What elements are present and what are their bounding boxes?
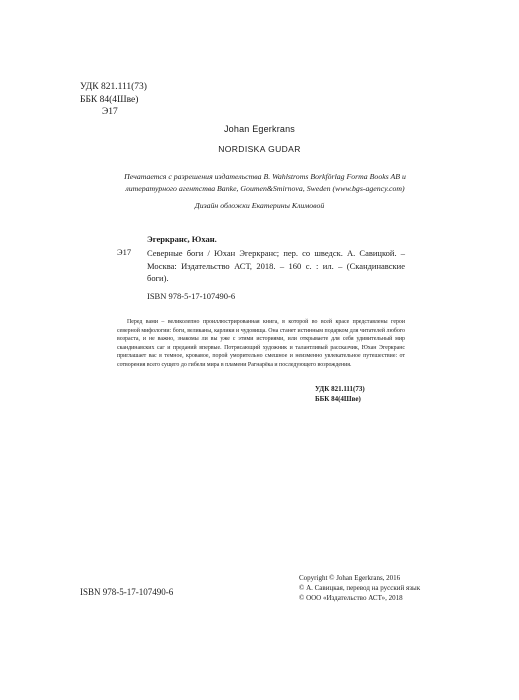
bottom-classification-codes [315,384,365,404]
copyright-line-1: Copyright © Johan Egerkrans, 2016 [299,574,401,582]
cover-design-credit: Дизайн обложки Екатерины Климовой [194,201,325,210]
author-mark: Э17 [102,107,118,117]
bottom-udk-code: УДК 821.111(73) [315,385,365,393]
catalog-description: Северные боги / Юхан Эгеркранс; пер. со шведск. А. Савицкой. – Москва: Издательство АСТ, 2018. – 160 с. : ил. – (Скандинавские боги). [147,248,405,283]
catalog-isbn: ISBN 978-5-17-107490-6 [147,291,236,301]
bottom-bbk-code: ББК 84(4Шве) [315,395,361,403]
copyright-line-2: © А. Савицкая, перевод на русский язык [299,584,421,592]
udk-code: УДК 821.111(73) [80,82,147,92]
isbn-bottom: ISBN 978-5-17-107490-6 [80,587,174,597]
original-author: Johan Egerkrans [223,124,296,134]
book-annotation: Перед вами – великолепно проиллюстрированная книга, в которой во всей красе представлены герои северной мифологии: боги, великаны, карлики и чудовища. Она станет истинным подарком для читателей любого возраста, и не важно, знакомы ли вы уже с этими историями, или открываете для себя удивительный мир скандинавских саг и преданий впервые. Потрясающий художник и талантливый рассказчик, Юхан Эгеркранс приглашает вас в темное, кровавое, порой уморительно смешное и неизменно увлекательное путешествие: от сотворения всего сущего до гибели мира в пламени Рагнарёка и последующего возрождения. [117,319,405,368]
catalog-author-heading: Эгеркранс, Юхан. [147,234,217,244]
original-title: NORDISKA GUDAR [218,144,301,154]
bbk-code: ББК 84(4Шве) [80,94,139,105]
copyright-block [299,573,420,603]
permission-notice: Печатается с разрешения издательства B. Wahlstroms Borkförlag Forma Books AB и литературного агентства Banke, Goumen&Smirnova, Sweden (www.bgs-agency.com) [124,172,406,193]
classification-codes [80,81,147,119]
copyright-line-3: © ООО «Издательство АСТ», 2018 [299,594,403,602]
catalog-author-mark: Э17 [117,247,132,257]
